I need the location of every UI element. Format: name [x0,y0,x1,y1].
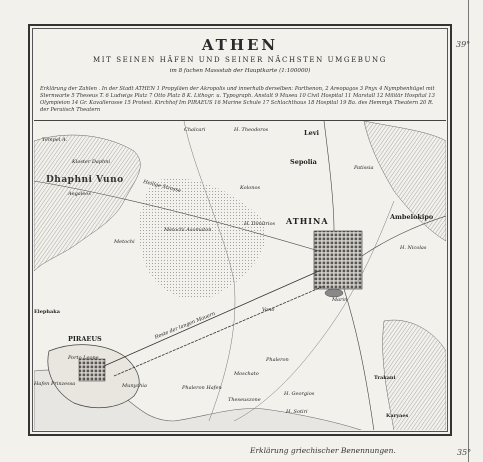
label-h-nicolas: H. Nicolas [400,245,427,251]
label-trakani: Trakani [374,375,396,381]
map-subtitle: MIT SEINEN HÄFEN UND SEINER NÄCHSTEN UMGEBUNG [93,56,387,64]
mountain-aegaleos [34,135,140,271]
degree-label-bottom: 35° [457,448,472,457]
label-sepolia: Sepolia [290,158,317,166]
label-patissia: Patissia [354,165,374,171]
label-ambelokipo: Ambelokipo [390,213,434,221]
number-legend: Erklärung der Zahlen . In der Stadt ATHEN 1 Propyläen der Akropolis und innerhalb derselben: Parthenon, 2 Areopagos 3 Pnyx 4 Nymphenhügel mit Sternwarte 5 Theseus T. 6 Ludwigs Platz 7 Otto Platz 8 K. Lithogr. u. Typograph. Anstalt 9 Museu 10 Civil Hospital 11 Marstall 12 Militär Hospital 13 Olympieion 14 Gr. Kavallerasse 15 Protest. Kirchhof Im PIRAEUS 16 Marine Schule 17 Schlachthaus 18 Hospital 19 Ba. des Hemmyk Theatern 20 R. der Peraiisch Theatern [40,86,435,113]
label-vono: Vono [262,307,275,313]
label-marin: Marin [332,297,348,303]
footer-note: Erklärung griechischer Benennungen. [250,446,396,455]
mountain-hill-east [364,121,446,241]
athens-city-grid [314,231,362,289]
map-drawing [34,121,446,430]
label-tempel-a: Tempel A. [42,137,68,143]
sheet-edge-rule [468,0,469,462]
map-header [34,30,446,74]
label-moschato: Moschato [234,371,259,377]
label-h-georgios: H. Georgios [284,391,315,397]
label-munychia: Munychia [122,383,147,389]
piraeus-city-grid [79,359,105,381]
map-area [34,120,446,430]
label-levi: Levi [304,129,319,137]
degree-label-top: 39° [456,40,471,49]
olive-grove [139,178,266,299]
label-elephaka: Elephaka [34,309,60,315]
label-porto-leone: Porto Leone [68,355,99,361]
label-h-sotiri: H. Sotiri [286,409,308,415]
label-metochi: Metochi [114,239,135,245]
label-karyaes: Karyaes [386,413,409,419]
road-north [324,121,334,231]
label-chalcari: Chalcari [184,127,206,133]
label-phaleron: Phaleron [266,357,289,363]
label-kolonos: Kolonos [240,185,261,191]
label-sacred-way: Heilige Strasse [142,179,182,195]
road-long-walls-2 [114,286,324,376]
label-athina: ATHINA [286,216,329,226]
label-phaleron-hafen: Phaleron Hafen [182,385,222,391]
acropolis [325,289,343,297]
label-piraeus: PIRAEUS [68,335,102,343]
map-scale: im 8 fachen Massstab der Hauptkarte (1:100000) [169,68,311,74]
label-theseuszone: Theseuszone [228,397,261,403]
label-long-walls: Reste der langen Mauern [154,310,217,341]
label-h-dimitrios: H. Dimitrios [244,221,276,227]
map-title: ATHEN [201,36,279,54]
label-metochi-asomaton: Metochi Asomaton [164,227,212,233]
road-south [344,289,374,430]
label-dhaphni: Dhaphni Vuno [46,175,124,185]
label-aegaleos: Aegaleos [68,191,91,197]
label-kloster-daphni: Kloster Daphni [72,159,111,165]
label-hafen-prinzessa: Hafen Prinzessa [34,381,76,387]
label-h-theodoros: H. Theodoros [234,127,269,133]
